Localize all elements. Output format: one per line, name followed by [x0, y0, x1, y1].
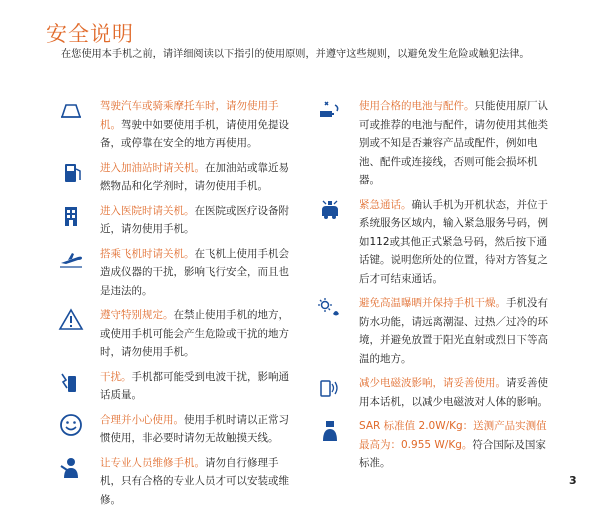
page-number: 3 [569, 474, 577, 487]
smiley-icon [58, 413, 84, 437]
interference-icon [58, 370, 84, 394]
repair-person-icon [58, 456, 84, 480]
sar-icon [317, 419, 343, 443]
safety-item: 进入加油站时请关机。在加油站或靠近易燃物品和化学剂时，请勿使用手机。 [100, 159, 296, 196]
gas-station-icon [58, 161, 84, 185]
battery-accessories-icon [317, 99, 343, 123]
warning-icon [58, 308, 84, 332]
safety-item: 驾驶汽车或骑乘摩托车时，请勿使用手机。驾驶中如要使用手机，请使用免提设备，或停靠在安全的地方再使用。 [100, 97, 296, 153]
left-column [100, 97, 296, 509]
safety-item: 减少电磁波影响，请妥善使用。请妥善使用本话机，以减少电磁波对人体的影响。 [359, 374, 555, 411]
safety-item: 遵守特别规定。在禁止使用手机的地方，或使用手机可能会产生危险或干扰的地方时，请勿使用手机。 [100, 306, 296, 362]
safety-item: SAR 标准值 2.0W/Kg：送测产品实测值最高为：0.955 W/Kg。符合国际及国家标准。 [359, 417, 555, 473]
safety-item: 使用合格的电池与配件。只能使用原厂认可或推荐的电池与配件，请勿使用其他类别或不知是否兼容产品或配件，例如电池、配件或连接线，否则可能会损坏机器。 [359, 97, 555, 190]
safety-item: 干扰。手机都可能受到电波干扰，影响通话质量。 [100, 368, 296, 405]
page-title: 安全说明 [46, 22, 134, 46]
safety-item: 合理并小心使用。使用手机时请以正常习惯使用，非必要时请勿无故触摸天线。 [100, 411, 296, 448]
right-column [359, 97, 555, 473]
sun-water-icon [317, 296, 343, 320]
hospital-icon [58, 204, 84, 228]
intro-text: 在您使用本手机之前，请详细阅读以下指引的使用原则，并遵守这些规则，以避免发生危险或触犯法律。 [61, 49, 530, 60]
radiation-icon [317, 376, 343, 400]
safety-item: 搭乘飞机时请关机。在飞机上使用手机会造成仪器的干扰，影响飞行安全，而且也是违法的。 [100, 245, 296, 301]
airplane-icon [58, 247, 84, 271]
safety-item: 进入医院时请关机。在医院或医疗设备附近，请勿使用手机。 [100, 202, 296, 239]
emergency-icon [317, 198, 343, 222]
safety-item: 紧急通话。确认手机为开机状态，并位于系统服务区域内，输入紧急服务号码，例如112或其他正式紧急号码，然后按下通话键。说明您所处的位置，待对方答复之后才可结束通话。 [359, 196, 555, 289]
safety-item: 避免高温曝晒并保持手机干燥。手机没有防水功能，请远离潮湿、过热／过冷的环境，并避免放置于阳光直射或烈日下等高温的地方。 [359, 294, 555, 368]
safety-item: 让专业人员维修手机。请勿自行修理手机，只有合格的专业人员才可以安装或维修。 [100, 454, 296, 510]
car-icon [58, 99, 84, 123]
